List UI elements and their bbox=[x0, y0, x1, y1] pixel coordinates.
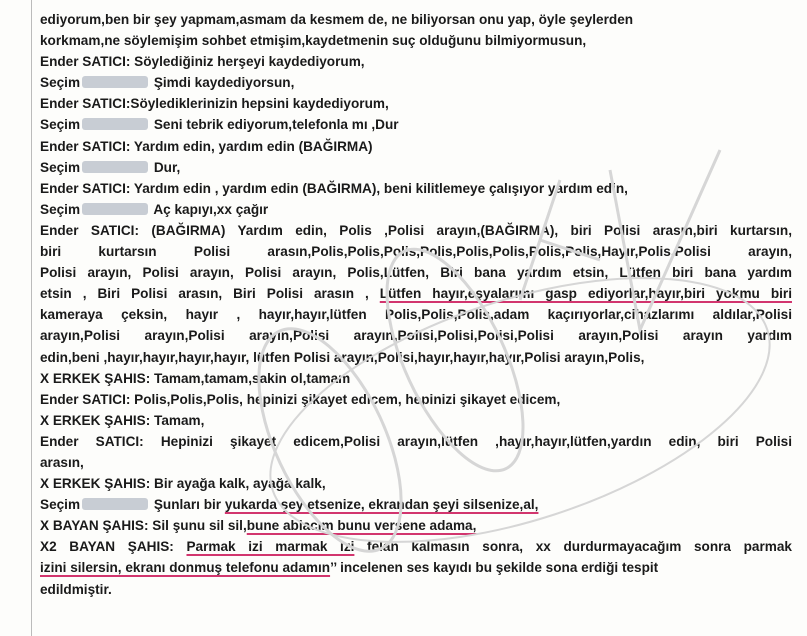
transcript-line bbox=[40, 325, 792, 346]
transcript-line bbox=[40, 114, 792, 135]
underlined-text: Parmak izi marmak izi bbox=[186, 539, 355, 555]
line-text: biri kurtarsın Polisi arasın,Polis,Polis,Polis,Polis,Polis,Polis,Polis,Polis,Hayır,Polis,Polisi arayın, bbox=[40, 244, 792, 260]
line-text: X ERKEK ŞAHIS: Tamam, bbox=[40, 412, 205, 428]
transcript-line bbox=[40, 157, 792, 178]
line-text: Seçim bbox=[40, 159, 81, 175]
line-text: Ender SATICI: Polis,Polis,Polis, hepinizi şikayet edicem, hepinizi şikayet edicem, bbox=[40, 391, 561, 407]
transcript-line bbox=[40, 557, 792, 578]
line-text: ediyorum,ben bir şey yapmam,asmam da kesmem de, ne biliyorsan onu yap, öyle şeylerden bbox=[40, 12, 634, 27]
page-margin-line bbox=[31, 0, 32, 636]
transcript-line bbox=[40, 347, 792, 368]
line-text: Şimdi kaydediyorsun, bbox=[153, 75, 295, 91]
line-text: X ERKEK ŞAHIS: Tamam,tamam,sakin ol,tamam bbox=[40, 370, 351, 386]
redaction-block bbox=[82, 498, 148, 510]
transcript-line bbox=[40, 536, 792, 557]
line-text: X BAYAN ŞAHIS: Sil şunu sil sil, bbox=[40, 518, 247, 534]
line-text: Aç kapıyı,xx çağır bbox=[153, 201, 269, 217]
line-text: Şunları bir bbox=[153, 497, 225, 513]
line-text: Ender SATICI:Söylediklerinizin hepsini kaydediyorum, bbox=[40, 96, 389, 112]
line-text: Ender SATICI: (BAĞIRMA) Yardım edin, Polis ,Polisi arayın,(BAĞIRMA), biri Polisi arasın,biri kurtarsın, bbox=[40, 222, 792, 238]
transcript-line bbox=[40, 579, 792, 600]
line-text: Seçim bbox=[40, 117, 81, 133]
transcript-line bbox=[40, 452, 792, 473]
line-text: edin,beni ,hayır,hayır,hayır,hayır, lütfen Polisi arayın,Polisi,hayır,hayır,hayır,Polisi arayın,Polis, bbox=[40, 349, 645, 365]
line-text: Seçim bbox=[40, 497, 81, 513]
line-text: korkmam,ne söylemişim sohbet etmişim,kaydetmenin suç olduğunu bilmiyormusun, bbox=[40, 33, 587, 49]
line-text: Ender SATICI: Yardım edin, yardım edin (BAĞIRMA) bbox=[40, 138, 373, 154]
line-text: edildmiştir. bbox=[40, 581, 112, 597]
redaction-block bbox=[82, 76, 148, 88]
transcript-line bbox=[40, 72, 792, 93]
underlined-text: izini silersin, ekranı donmuş telefonu adamın bbox=[40, 560, 331, 576]
transcript-line bbox=[40, 9, 792, 30]
line-text: X ERKEK ŞAHIS: Bir ayağa kalk, ayağa kalk, bbox=[40, 476, 326, 492]
transcript-line bbox=[40, 178, 792, 199]
line-text: Seçim bbox=[40, 201, 81, 217]
transcript-line bbox=[40, 473, 792, 494]
transcript-line bbox=[40, 410, 792, 431]
transcript-line bbox=[40, 220, 792, 241]
transcript-text bbox=[40, 9, 792, 600]
transcript-line bbox=[40, 283, 792, 304]
line-text: Seçim bbox=[40, 75, 81, 91]
transcript-line bbox=[40, 262, 792, 283]
transcript-line bbox=[40, 431, 792, 452]
line-text: Ender SATICI: Hepinizi şikayet edicem,Polisi arayın,lütfen ,hayır,hayır,lütfen,yardın edin, biri Polisi bbox=[40, 433, 792, 449]
line-text: kameraya çeksin, hayır , hayır,hayır,lütfen Polis,Polis,Polis,adam kaçırıyorlar,cihazlarımı aldılar,Polisi bbox=[40, 307, 792, 323]
transcript-line bbox=[40, 304, 792, 325]
line-text: ’’ incelenen ses kayıdı bu şekilde sona erdiği tespit bbox=[330, 560, 659, 576]
line-text: etsin , Biri Polisi arasın, Biri Polisi arasın , bbox=[40, 286, 380, 302]
line-text: Ender SATICI: Söylediğiniz herşeyi kaydediyorum, bbox=[40, 54, 365, 70]
transcript-line bbox=[40, 515, 792, 536]
line-text: Seni tebrik ediyorum,telefonla mı ,Dur bbox=[153, 117, 399, 133]
redaction-block bbox=[82, 203, 148, 215]
line-text: arayın,Polisi arayın,Polisi arayın,Polisi arayın,Polisi,Polisi,Polisi,Polisi arayın,Polisi arayın yardım bbox=[40, 328, 792, 344]
redaction-block bbox=[82, 161, 148, 173]
underlined-text: bune ablacım bunu versene adama, bbox=[246, 518, 477, 534]
transcript-line bbox=[40, 389, 792, 410]
transcript-line bbox=[40, 368, 792, 389]
transcript-line bbox=[40, 241, 792, 262]
redaction-block bbox=[82, 118, 148, 130]
transcript-line bbox=[40, 494, 792, 515]
transcript-line bbox=[40, 93, 792, 114]
line-text: felan kalmasın sonra, xx durdurmayacağım sonra parmak bbox=[354, 539, 792, 555]
underlined-text: yukarda şey etsenize, ekrandan şeyi silsenize,al, bbox=[224, 497, 539, 513]
transcript-line bbox=[40, 30, 792, 51]
line-text: arasın, bbox=[40, 454, 84, 470]
transcript-line bbox=[40, 136, 792, 157]
line-text: X2 BAYAN ŞAHIS: bbox=[40, 539, 187, 555]
underlined-text: Lütfen hayır,eşyalarımı gasp ediyorlar,hayır,biri yokmu biri bbox=[379, 286, 792, 302]
transcript-line bbox=[40, 51, 792, 72]
transcript-line bbox=[40, 199, 792, 220]
line-text: Polisi arayın, Polisi arayın, Polisi arayın, Polis,Lütfen, Biri bana yardım etsin, Lütfen biri bana yardım bbox=[40, 265, 792, 281]
line-text: Dur, bbox=[153, 159, 181, 175]
line-text: Ender SATICI: Yardım edin , yardım edin (BAĞIRMA), beni kilitlemeye çalışıyor yardım edin, bbox=[40, 180, 628, 196]
